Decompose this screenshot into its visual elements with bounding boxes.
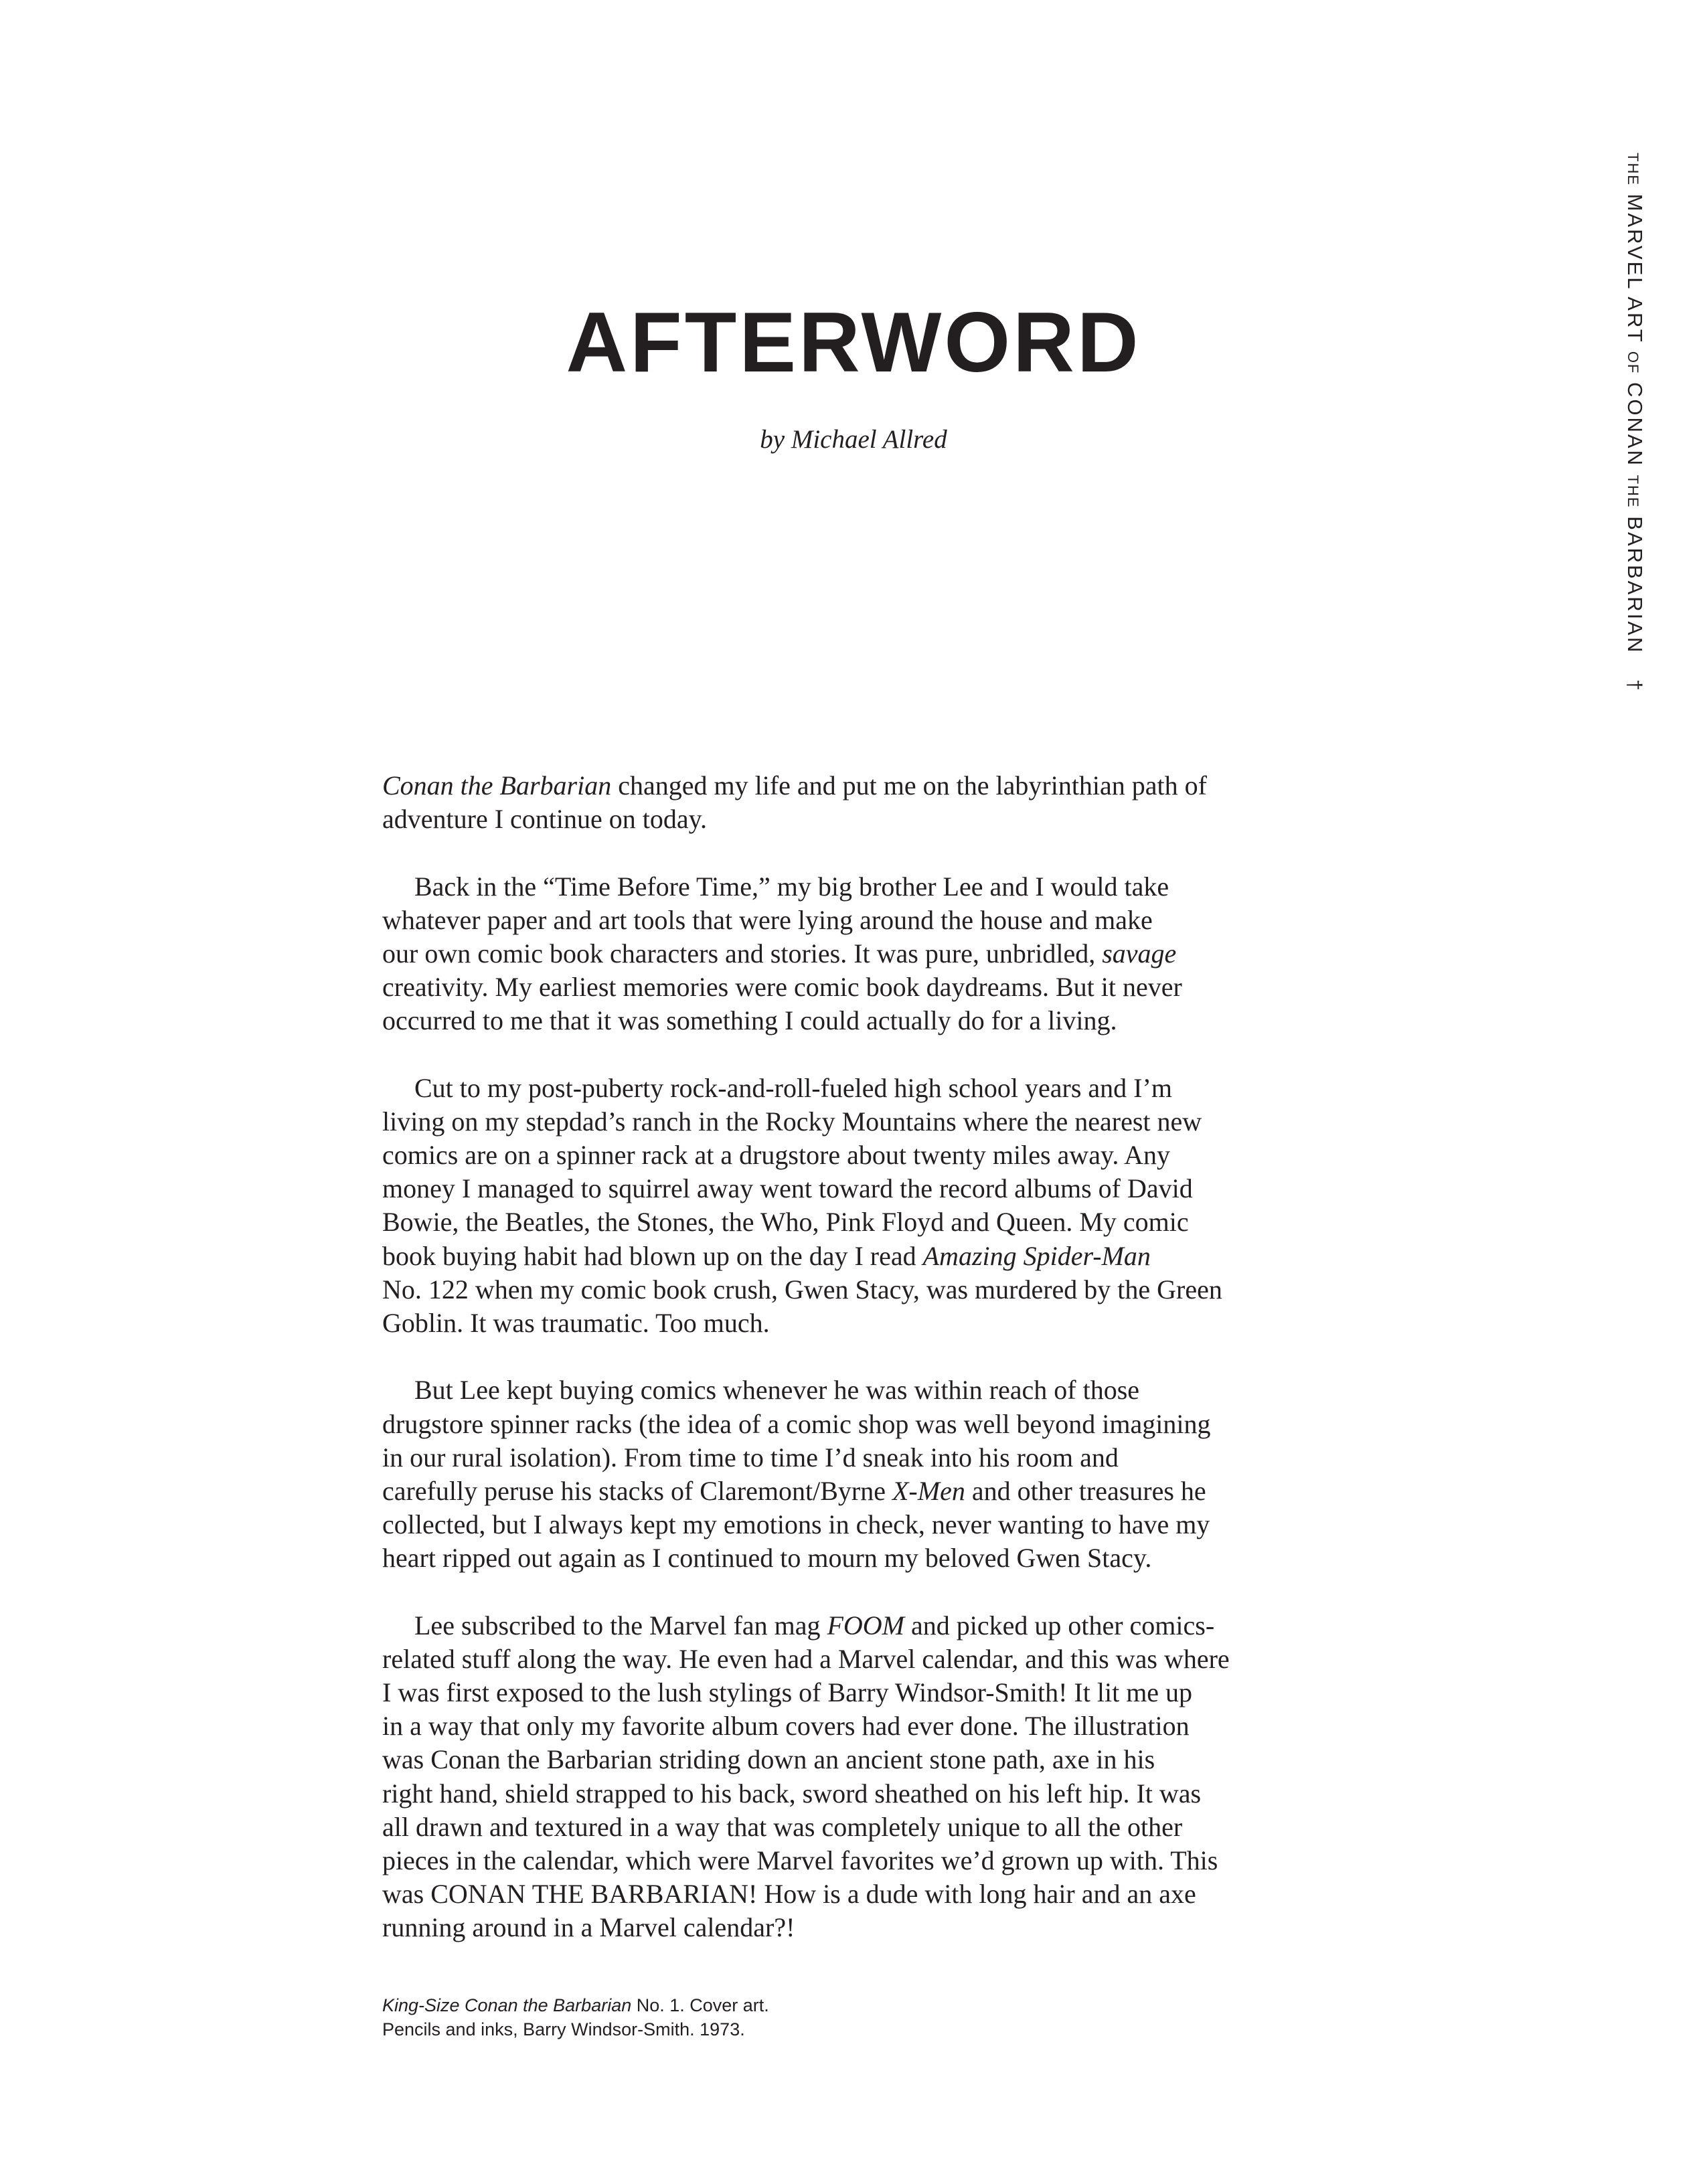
text-line: in a way that only my favorite album covers had ever done. The illustration: [382, 1711, 1190, 1742]
paragraph-5: [382, 1609, 1333, 1945]
text-line: [382, 769, 1333, 803]
text-line: [382, 1609, 1333, 1643]
italic-title: FOOM: [827, 1610, 904, 1641]
paragraph-3: [382, 1072, 1333, 1341]
text-line: Back in the “Time Before Time,” my big brother Lee and I would take: [414, 871, 1169, 902]
text-line: drugstore spinner racks (the idea of a comic shop was well beyond imagining: [382, 1408, 1211, 1439]
text-line: I was first exposed to the lush stylings of Barry Windsor-Smith! It lit me up: [382, 1677, 1193, 1708]
italic-title: Amazing Spider-Man: [922, 1240, 1151, 1271]
running-head-marvel-art: MARVEL ART: [1623, 193, 1647, 344]
text-line: comics are on a spinner rack at a drugstore about twenty miles away. Any: [382, 1140, 1171, 1171]
dagger-icon: †: [1623, 679, 1645, 693]
image-caption: [382, 1993, 1186, 2041]
text-line: was CONAN THE BARBARIAN! How is a dude with long hair and an axe: [382, 1879, 1196, 1910]
text-line: collected, but I always kept my emotions in check, never wanting to have my: [382, 1509, 1210, 1540]
paragraph-2: [382, 870, 1333, 1038]
text-line: all drawn and textured in a way that was completely unique to all the other: [382, 1811, 1183, 1842]
text-span: Lee subscribed to the Marvel fan mag: [414, 1610, 827, 1641]
text-line: living on my stepdad’s ranch in the Rocky Mountains where the nearest new: [382, 1106, 1202, 1137]
text-line: creativity. My earliest memories were comic book daydreams. But it never: [382, 972, 1182, 1003]
running-head-barbarian: BARBARIAN: [1623, 516, 1647, 655]
running-head-text: [1624, 153, 1645, 693]
text-line: Goblin. It was traumatic. Too much.: [382, 1308, 770, 1338]
text-line: running around in a Marvel calendar?!: [382, 1912, 795, 1943]
text-line: [382, 1240, 1333, 1273]
text-span: and other treasures he: [965, 1475, 1206, 1506]
article-body: [382, 769, 1333, 1979]
text-line: related stuff along the way. He even had a Marvel calendar, and this was where: [382, 1643, 1230, 1674]
text-line: [382, 1475, 1333, 1508]
paragraph-4: [382, 1373, 1333, 1575]
text-line: whatever paper and art tools that were lying around the house and make: [382, 904, 1153, 935]
paragraph-1: [382, 769, 1333, 836]
running-head: [1613, 153, 1653, 693]
text-span: changed my life and put me on the labyrinthian path of: [611, 770, 1207, 801]
running-head-the-2: THE: [1625, 475, 1641, 509]
text-span: and picked up other comics-: [904, 1610, 1215, 1641]
running-head-conan: CONAN: [1623, 382, 1647, 467]
running-head-of: OF: [1625, 351, 1641, 375]
running-head-the: THE: [1625, 153, 1641, 186]
text-line: No. 122 when my comic book crush, Gwen Stacy, was murdered by the Green: [382, 1274, 1222, 1305]
italic-word: savage: [1102, 938, 1177, 969]
text-line: adventure I continue on today.: [382, 804, 708, 835]
italic-title: Conan the Barbarian: [382, 770, 612, 801]
caption-line: [382, 1993, 1186, 2017]
caption-span: No. 1. Cover art.: [631, 1995, 769, 2015]
text-line: money I managed to squirrel away went toward the record albums of David: [382, 1173, 1193, 1204]
text-line: [382, 937, 1333, 971]
text-span: carefully peruse his stacks of Claremont/Byrne: [382, 1475, 892, 1506]
text-line: Bowie, the Beatles, the Stones, the Who, Pink Floyd and Queen. My comic: [382, 1207, 1189, 1238]
page-title: AFTERWORD: [566, 295, 1141, 390]
text-span: book buying habit had blown up on the day I read: [382, 1240, 923, 1271]
byline: by Michael Allred: [760, 425, 947, 454]
text-line: in our rural isolation). From time to time I’d sneak into his room and: [382, 1442, 1119, 1473]
caption-italic-title: King-Size Conan the Barbarian: [382, 1995, 632, 2015]
text-line: heart ripped out again as I continued to mourn my beloved Gwen Stacy.: [382, 1543, 1152, 1574]
text-line: But Lee kept buying comics whenever he was within reach of those: [414, 1375, 1140, 1406]
text-line: pieces in the calendar, which were Marvel favorites we’d grown up with. This: [382, 1845, 1218, 1875]
text-line: occurred to me that it was something I could actually do for a living.: [382, 1005, 1117, 1036]
text-line: was Conan the Barbarian striding down an ancient stone path, axe in his: [382, 1744, 1155, 1775]
text-line: Cut to my post-puberty rock-and-roll-fueled high school years and I’m: [414, 1072, 1172, 1103]
caption-line: Pencils and inks, Barry Windsor-Smith. 1973.: [382, 2019, 745, 2039]
italic-title: X-Men: [892, 1475, 965, 1506]
text-span: our own comic book characters and stories. It was pure, unbridled,: [382, 938, 1103, 969]
text-line: right hand, shield strapped to his back, sword sheathed on his left hip. It was: [382, 1778, 1202, 1809]
